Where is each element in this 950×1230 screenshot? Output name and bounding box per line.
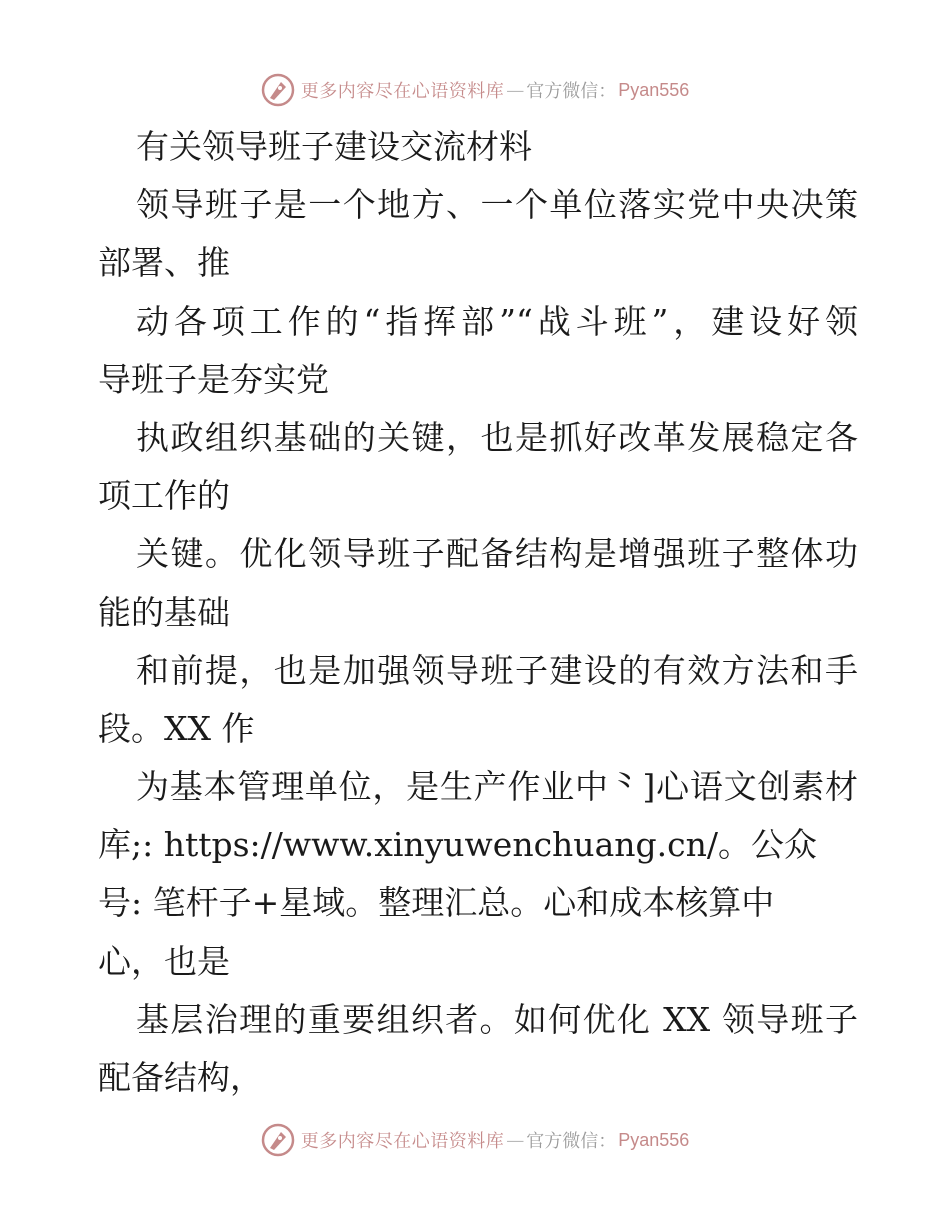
watermark-text: 更多内容尽在心语资料库 [300,1131,505,1152]
header-watermark [0,70,950,110]
text-line: 项工作的 [98,476,230,516]
text-line: 导班子是夯实党 [98,359,329,399]
text-line: 库;: https://www.xinyuwenchuang.cn/。公众 [98,825,817,865]
pen-nib-icon [261,73,295,107]
text-line: 执政组织基础的关键，也是抓好改革发展稳定各 [136,417,858,457]
watermark-text: 更多内容尽在心语资料库 [300,81,505,102]
pen-nib-icon [261,1123,295,1157]
watermark-wechat-label: 官方微信： [526,1131,617,1152]
text-line: 和前提，也是加强领导班子建设的有效方法和手 [136,650,858,690]
text-line: 配备结构， [98,1058,263,1097]
text-line: 号: 笔杆子+星域。整理汇总。心和成本核算中 [98,883,775,923]
text-line: 心，也是 [98,941,230,981]
watermark-wechat-id: Pyan556 [618,79,690,100]
text-line: 能的基础 [98,592,230,632]
document-body [98,118,858,1107]
document-title: 有关领导班子建设交流材料 [136,127,532,166]
text-line: 为基本管理单位，是生产作业中⺀]心语文创素材 [136,767,858,807]
watermark-separator: — [506,79,525,101]
watermark-separator: — [506,1129,525,1151]
text-line: 段。XX 作 [98,708,255,748]
watermark-wechat-id: Pyan556 [618,1129,690,1150]
text-line: 基层治理的重要组织者。如何优化 XX 领导班子 [136,999,858,1039]
watermark-wechat-label: 官方微信： [526,81,617,102]
text-line: 关键。优化领导班子配备结构是增强班子整体功 [136,534,858,574]
footer-watermark [0,1120,950,1160]
text-line: 领导班子是一个地方、一个单位落实党中央决策 [136,185,858,225]
text-line: 部署、推 [98,243,230,283]
text-line: 动各项工作的“指挥部”“战斗班”，建设好领 [136,301,858,341]
